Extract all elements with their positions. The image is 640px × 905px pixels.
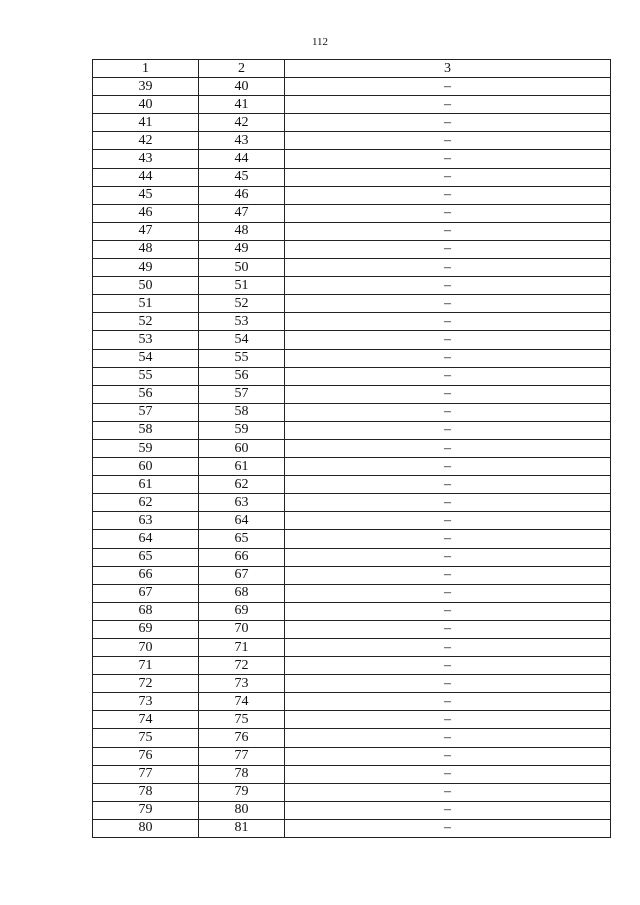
table-cell-col-1: 77 (93, 765, 199, 783)
table-cell-col-2: 48 (199, 222, 285, 240)
table-cell-col-3: – (285, 620, 611, 638)
table-cell-col-2: 45 (199, 168, 285, 186)
table-cell-col-1: 56 (93, 385, 199, 403)
table-cell-col-3: – (285, 765, 611, 783)
table-cell-col-2: 64 (199, 512, 285, 530)
table-cell-col-2: 50 (199, 259, 285, 277)
table-cell-col-3: – (285, 639, 611, 657)
table-cell-col-2: 52 (199, 295, 285, 313)
table-row (93, 747, 611, 765)
table-header-row (93, 60, 611, 78)
table-row (93, 168, 611, 186)
table-cell-col-1: 67 (93, 584, 199, 602)
table-row (93, 96, 611, 114)
table-cell-col-3: – (285, 186, 611, 204)
table-cell-col-1: 41 (93, 114, 199, 132)
table-row (93, 439, 611, 457)
table-cell-col-3: – (285, 566, 611, 584)
table-cell-col-2: 74 (199, 693, 285, 711)
table-cell-col-1: 61 (93, 476, 199, 494)
table-cell-col-3: – (285, 801, 611, 819)
table-cell-col-3: – (285, 403, 611, 421)
table-cell-col-3: – (285, 675, 611, 693)
table-row (93, 548, 611, 566)
table-cell-col-2: 41 (199, 96, 285, 114)
table-cell-col-3: – (285, 657, 611, 675)
table-cell-col-3: – (285, 331, 611, 349)
table-cell-col-1: 42 (93, 132, 199, 150)
table-row (93, 620, 611, 638)
table-cell-col-2: 76 (199, 729, 285, 747)
table-cell-col-1: 44 (93, 168, 199, 186)
table-cell-col-2: 75 (199, 711, 285, 729)
table-cell-col-1: 71 (93, 657, 199, 675)
column-header-1: 1 (93, 60, 199, 78)
table-cell-col-1: 62 (93, 494, 199, 512)
table-row (93, 458, 611, 476)
table-cell-col-1: 75 (93, 729, 199, 747)
table-row (93, 259, 611, 277)
table-cell-col-3: – (285, 530, 611, 548)
table-cell-col-1: 79 (93, 801, 199, 819)
table-cell-col-2: 70 (199, 620, 285, 638)
table-row (93, 657, 611, 675)
table-cell-col-1: 48 (93, 240, 199, 258)
table-cell-col-1: 80 (93, 819, 199, 837)
table-row (93, 367, 611, 385)
column-header-3: 3 (285, 60, 611, 78)
table-cell-col-1: 40 (93, 96, 199, 114)
table-cell-col-3: – (285, 114, 611, 132)
table-cell-col-2: 47 (199, 204, 285, 222)
table-cell-col-3: – (285, 222, 611, 240)
table-row (93, 566, 611, 584)
table-cell-col-2: 55 (199, 349, 285, 367)
table-cell-col-2: 65 (199, 530, 285, 548)
table-body (93, 78, 611, 838)
table-cell-col-1: 68 (93, 602, 199, 620)
table-cell-col-1: 53 (93, 331, 199, 349)
table-cell-col-3: – (285, 313, 611, 331)
table-cell-col-2: 69 (199, 602, 285, 620)
table-cell-col-1: 47 (93, 222, 199, 240)
table-cell-col-1: 43 (93, 150, 199, 168)
table-row (93, 639, 611, 657)
table-cell-col-1: 58 (93, 421, 199, 439)
table-cell-col-3: – (285, 421, 611, 439)
table-row (93, 132, 611, 150)
table-cell-col-3: – (285, 385, 611, 403)
table-row (93, 313, 611, 331)
table-cell-col-1: 78 (93, 783, 199, 801)
table-cell-col-3: – (285, 349, 611, 367)
table-cell-col-2: 62 (199, 476, 285, 494)
table-cell-col-3: – (285, 259, 611, 277)
table-cell-col-2: 66 (199, 548, 285, 566)
table-row (93, 765, 611, 783)
table-row (93, 114, 611, 132)
table-cell-col-3: – (285, 367, 611, 385)
table-cell-col-2: 81 (199, 819, 285, 837)
table-row (93, 711, 611, 729)
table-cell-col-3: – (285, 78, 611, 96)
table-cell-col-3: – (285, 494, 611, 512)
table-row (93, 277, 611, 295)
table-cell-col-3: – (285, 240, 611, 258)
table-cell-col-2: 61 (199, 458, 285, 476)
table-cell-col-2: 73 (199, 675, 285, 693)
table-row (93, 421, 611, 439)
page-number: 112 (311, 36, 329, 48)
table-row (93, 403, 611, 421)
table-row (93, 801, 611, 819)
table-cell-col-3: – (285, 548, 611, 566)
table-cell-col-2: 46 (199, 186, 285, 204)
table-cell-col-1: 76 (93, 747, 199, 765)
table-row (93, 78, 611, 96)
table-cell-col-2: 58 (199, 403, 285, 421)
table-row (93, 204, 611, 222)
table-cell-col-3: – (285, 747, 611, 765)
table-row (93, 349, 611, 367)
table-cell-col-2: 67 (199, 566, 285, 584)
table-cell-col-2: 57 (199, 385, 285, 403)
table-cell-col-2: 44 (199, 150, 285, 168)
table-cell-col-1: 45 (93, 186, 199, 204)
table-cell-col-2: 40 (199, 78, 285, 96)
table-row (93, 819, 611, 837)
table-cell-col-3: – (285, 476, 611, 494)
table-cell-col-1: 57 (93, 403, 199, 421)
data-table (92, 59, 611, 838)
table-cell-col-2: 56 (199, 367, 285, 385)
table-row (93, 675, 611, 693)
table-cell-col-3: – (285, 458, 611, 476)
table-row (93, 530, 611, 548)
table-cell-col-3: – (285, 602, 611, 620)
table-cell-col-1: 69 (93, 620, 199, 638)
table-cell-col-2: 72 (199, 657, 285, 675)
table-cell-col-1: 52 (93, 313, 199, 331)
table-row (93, 584, 611, 602)
table-cell-col-3: – (285, 783, 611, 801)
table-cell-col-3: – (285, 729, 611, 747)
table-cell-col-3: – (285, 204, 611, 222)
table-cell-col-3: – (285, 584, 611, 602)
table-row (93, 150, 611, 168)
table-cell-col-1: 66 (93, 566, 199, 584)
table-cell-col-1: 64 (93, 530, 199, 548)
table-cell-col-1: 54 (93, 349, 199, 367)
table-cell-col-3: – (285, 819, 611, 837)
table-cell-col-1: 55 (93, 367, 199, 385)
table-cell-col-2: 59 (199, 421, 285, 439)
table-row (93, 494, 611, 512)
table-row (93, 186, 611, 204)
table-cell-col-2: 79 (199, 783, 285, 801)
table-row (93, 222, 611, 240)
table-cell-col-1: 49 (93, 259, 199, 277)
table-cell-col-1: 73 (93, 693, 199, 711)
table-cell-col-1: 74 (93, 711, 199, 729)
table-cell-col-3: – (285, 150, 611, 168)
table-cell-col-3: – (285, 96, 611, 114)
table-cell-col-2: 60 (199, 439, 285, 457)
table-cell-col-3: – (285, 711, 611, 729)
table-cell-col-1: 63 (93, 512, 199, 530)
table-cell-col-2: 42 (199, 114, 285, 132)
table-row (93, 693, 611, 711)
table-row (93, 240, 611, 258)
table-cell-col-1: 59 (93, 439, 199, 457)
table-row (93, 512, 611, 530)
table-cell-col-2: 49 (199, 240, 285, 258)
table-cell-col-2: 80 (199, 801, 285, 819)
table-row (93, 385, 611, 403)
table-cell-col-2: 68 (199, 584, 285, 602)
table-cell-col-3: – (285, 512, 611, 530)
table-cell-col-1: 46 (93, 204, 199, 222)
table-row (93, 331, 611, 349)
table-cell-col-1: 39 (93, 78, 199, 96)
table-cell-col-3: – (285, 132, 611, 150)
table-row (93, 783, 611, 801)
table-row (93, 729, 611, 747)
table-cell-col-1: 70 (93, 639, 199, 657)
table-cell-col-2: 51 (199, 277, 285, 295)
table-cell-col-2: 63 (199, 494, 285, 512)
table-cell-col-3: – (285, 693, 611, 711)
table-cell-col-2: 78 (199, 765, 285, 783)
table-cell-col-3: – (285, 439, 611, 457)
table-cell-col-2: 43 (199, 132, 285, 150)
table-cell-col-1: 60 (93, 458, 199, 476)
table-cell-col-1: 50 (93, 277, 199, 295)
table-cell-col-2: 53 (199, 313, 285, 331)
table-cell-col-2: 71 (199, 639, 285, 657)
table-row (93, 295, 611, 313)
table-cell-col-1: 72 (93, 675, 199, 693)
table-cell-col-3: – (285, 168, 611, 186)
table-cell-col-1: 51 (93, 295, 199, 313)
table-cell-col-3: – (285, 277, 611, 295)
table-row (93, 476, 611, 494)
table-cell-col-2: 54 (199, 331, 285, 349)
column-header-2: 2 (199, 60, 285, 78)
table-cell-col-1: 65 (93, 548, 199, 566)
table-cell-col-3: – (285, 295, 611, 313)
table-cell-col-2: 77 (199, 747, 285, 765)
table-row (93, 602, 611, 620)
